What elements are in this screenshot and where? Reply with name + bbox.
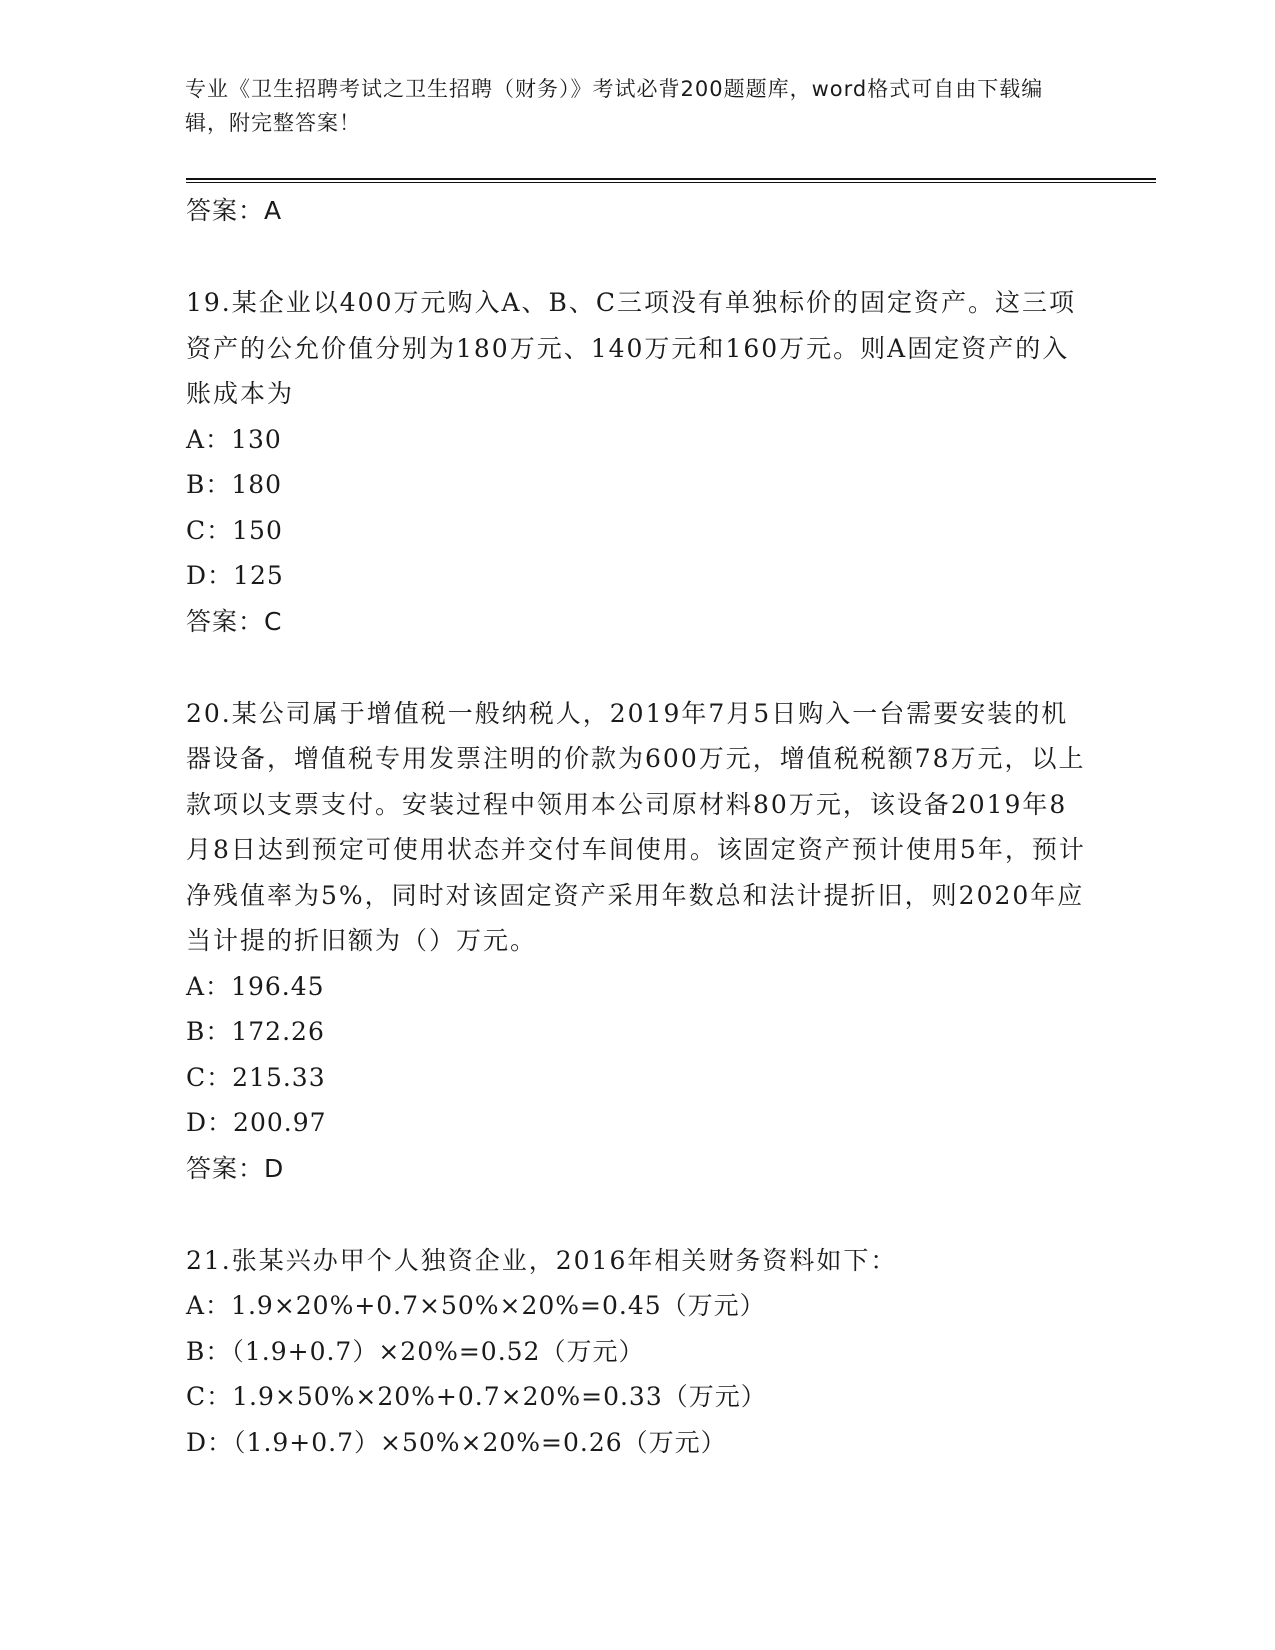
option-d: D：（1.9+0.7）×50%×20%=0.26（万元） bbox=[186, 1427, 727, 1457]
option-c: C：150 bbox=[186, 515, 283, 545]
option-a: A：130 bbox=[186, 424, 282, 454]
option-a: A：196.45 bbox=[186, 971, 325, 1001]
header-divider bbox=[186, 178, 1156, 183]
answer-label: 答案：D bbox=[186, 1153, 285, 1183]
question-stem: 19.某企业以400万元购入A、B、C三项没有单独标价的固定资产。这三项资产的公允价值分别为180万元、140万元和160万元。则A固定资产的入账成本为 bbox=[186, 288, 1077, 408]
option-c: C：1.9×50%×20%+0.7×20%=0.33（万元） bbox=[186, 1382, 767, 1411]
question-stem: 21.张某兴办甲个人独资企业，2016年相关财务资料如下： bbox=[186, 1245, 898, 1275]
option-c: C：215.33 bbox=[186, 1062, 326, 1092]
option-b: B：（1.9+0.7）×20%=0.52（万元） bbox=[186, 1336, 645, 1366]
answer-label: 答案：A bbox=[186, 196, 283, 225]
document-header: 专业《卫生招聘考试之卫生招聘（财务）》考试必背200题题库，word格式可自由下载编辑，附完整答案！ bbox=[185, 77, 1044, 135]
question-20 bbox=[186, 691, 1086, 1192]
question-21 bbox=[186, 1238, 1086, 1466]
option-b: B：180 bbox=[186, 470, 283, 499]
option-d: D：125 bbox=[186, 561, 284, 590]
option-b: B：172.26 bbox=[186, 1017, 325, 1046]
answer-label: 答案：C bbox=[186, 606, 283, 636]
question-stem: 20.某公司属于增值税一般纳税人，2019年7月5日购入一台需要安装的机器设备，增值税专用发票注明的价款为600万元，增值税税额78万元，以上款项以支票支付。安装过程中领用本公司原材料80万元，该设备2019年8月8日达到预定可使用状态并交付车间使用。该固定资产预计使用5年，预计净残值率为5%，同时对该固定资产采用年数总和法计提折旧，则2020年应当计提的折旧额为（）万元。 bbox=[186, 698, 1086, 955]
option-d: D：200.97 bbox=[186, 1108, 327, 1137]
question-19 bbox=[186, 280, 1086, 645]
option-a: A：1.9×20%+0.7×50%×20%=0.45（万元） bbox=[186, 1291, 766, 1320]
document-body bbox=[186, 188, 1086, 1465]
